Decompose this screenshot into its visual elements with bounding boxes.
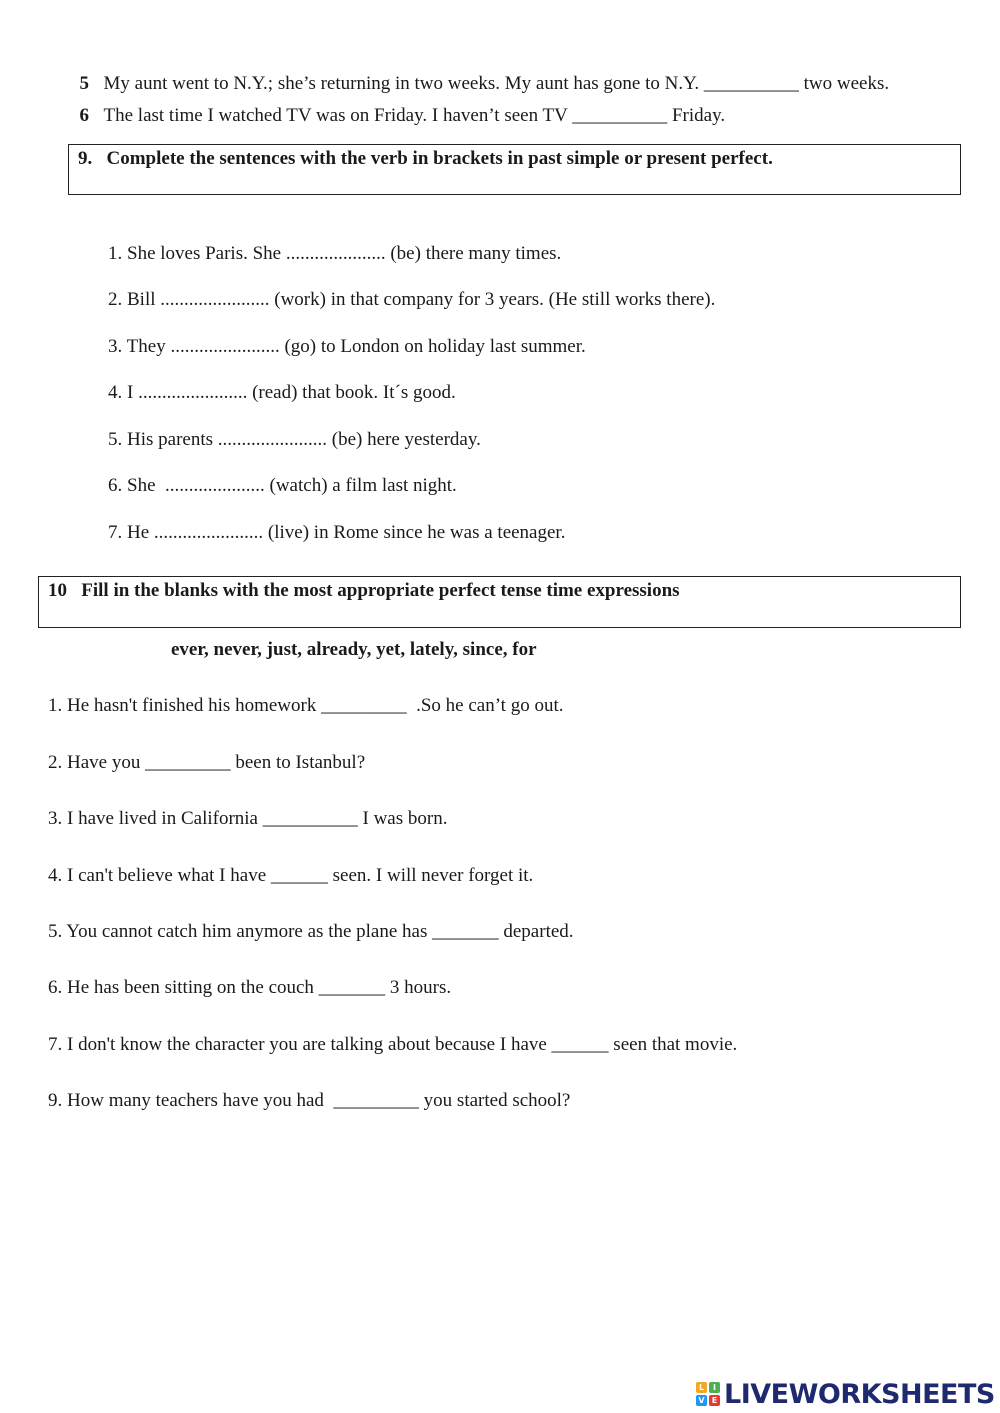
section-9-item-7: 7. He ....................... (live) in Rome since he was a teenager. — [108, 522, 566, 543]
section-10-item-4: 4. I can't believe what I have ______ seen. I will never forget it. — [48, 865, 534, 886]
top-item-6 — [70, 80, 725, 128]
section-9-item-1: 1. She loves Paris. She ..................... (be) there many times. — [108, 243, 562, 264]
item-text: My aunt went to N.Y.; she’s returning in two weeks. My aunt has gone to N.Y. __________ two weeks. — [103, 73, 890, 94]
section-10-item-2: 2. Have you _________ been to Istanbul? — [48, 752, 366, 773]
section-10-item-1: 1. He hasn't finished his homework _________ .So he can’t go out. — [48, 695, 564, 716]
logo-mark-icon — [696, 1382, 720, 1406]
section-10-item-9: 9. How many teachers have you had _________ you started school? — [48, 1090, 571, 1111]
section-10-item-3: 3. I have lived in California __________ I was born. — [48, 808, 448, 829]
item-number: 5 — [79, 73, 89, 94]
word-bank: ever, never, just, already, yet, lately, since, for — [171, 639, 537, 660]
section-10-item-6: 6. He has been sitting on the couch _______ 3 hours. — [48, 977, 452, 998]
logo-text: LIVEWORKSHEETS — [724, 1378, 995, 1410]
section-9-item-2: 2. Bill ....................... (work) in that company for 3 years. (He still works there). — [108, 289, 716, 310]
item-number: 6 — [79, 105, 89, 126]
section-9-item-6: 6. She ..................... (watch) a film last night. — [108, 475, 457, 496]
section-9-title: 9. Complete the sentences with the verb in brackets in past simple or present perfect. — [78, 148, 773, 169]
section-9-item-5: 5. His parents ....................... (be) here yesterday. — [108, 429, 481, 450]
section-10-item-5: 5. You cannot catch him anymore as the plane has _______ departed. — [48, 921, 574, 942]
section-9-item-3: 3. They ....................... (go) to London on holiday last summer. — [108, 336, 586, 357]
logo-mark-l: L — [696, 1382, 707, 1393]
liveworksheets-logo — [696, 1378, 995, 1410]
item-text: The last time I watched TV was on Friday. I haven’t seen TV __________ Friday. — [103, 105, 726, 126]
section-10-title: 10 Fill in the blanks with the most appropriate perfect tense time expressions — [48, 580, 680, 601]
logo-mark-e: E — [709, 1395, 720, 1406]
logo-mark-i: I — [709, 1382, 720, 1393]
section-10-item-7: 7. I don't know the character you are talking about because I have ______ seen that movie. — [48, 1034, 738, 1055]
section-9-item-4: 4. I ....................... (read) that book. It´s good. — [108, 382, 456, 403]
logo-mark-v: V — [696, 1395, 707, 1406]
